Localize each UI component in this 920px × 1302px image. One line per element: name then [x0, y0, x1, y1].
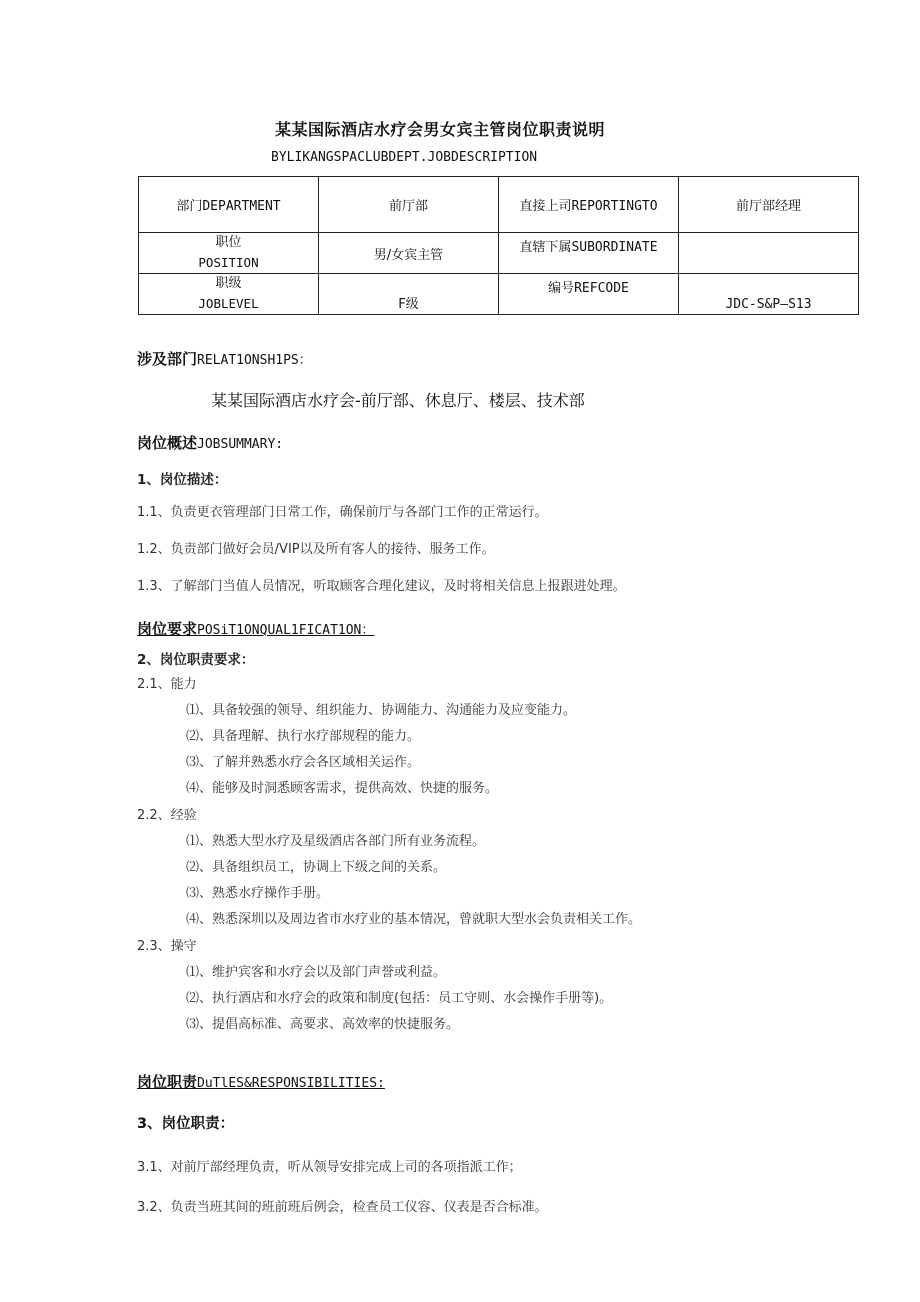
refcode-label: 编号REFCODE: [499, 274, 679, 315]
ability-title: 2.1、能力: [137, 677, 197, 692]
summary-heading-cn: 岗位概述: [137, 434, 198, 452]
table-row: [139, 177, 859, 233]
duties-heading-en: DuTlES&RESPONSIBILITIES:: [197, 1076, 385, 1091]
subordinate-value: [679, 233, 859, 274]
duties-heading: [137, 1071, 385, 1092]
position-label-cn: 职位: [215, 235, 242, 250]
qualification-heading-cn: 岗位要求: [137, 620, 198, 638]
document-subtitle: BYLIKANGSPACLUBDEPT.JOBDESCRIPTION: [271, 150, 538, 165]
summary-subheading: 1、岗位描述：: [137, 472, 228, 488]
list-item: 1.2、负责部门做好会员/VIP以及所有客人的接待、服务工作。: [137, 542, 495, 557]
summary-heading: [137, 432, 283, 453]
qualification-subheading: 2、岗位职责要求：: [137, 652, 255, 668]
list-item: ⑷、能够及时洞悉顾客需求，提供高效、快捷的服务。: [186, 781, 499, 796]
reporting-label: 直接上司REPORTINGTO: [499, 177, 679, 233]
list-item: ⑷、熟悉深圳以及周边省市水疗业的基本情况，曾就职大型水会负责相关工作。: [186, 912, 642, 927]
duties-heading-cn: 岗位职责: [137, 1073, 198, 1091]
list-item: 3.2、负责当班其间的班前班后例会，检查员工仪容、仪表是否合标准。: [137, 1200, 548, 1215]
list-item: ⑴、维护宾客和水疗会以及部门声誉或利益。: [186, 965, 447, 980]
list-item: 1.3、了解部门当值人员情况，听取顾客合理化建议，及时将相关信息上报跟进处理。: [137, 579, 626, 594]
list-item: ⑵、执行酒店和水疗会的政策和制度(包括：员工守则、水会操作手册等)。: [186, 991, 613, 1006]
job-info-table: [138, 176, 859, 315]
document-title: 某某国际酒店水疗会男女宾主管岗位职责说明: [274, 120, 605, 139]
list-item: ⑶、熟悉水疗操作手册。: [186, 886, 330, 901]
table-row: [139, 233, 859, 274]
relationships-text: 某某国际酒店水疗会-前厅部、休息厅、楼层、技术部: [211, 391, 585, 410]
list-item: 1.1、负责更衣管理部门日常工作，确保前厅与各部门工作的正常运行。: [137, 505, 548, 520]
list-item: ⑴、具备较强的领导、组织能力、协调能力、沟通能力及应变能力。: [186, 703, 577, 718]
list-item: ⑶、了解并熟悉水疗会各区域相关运作。: [186, 755, 421, 770]
subordinate-label: 直辖下属SUBORDINATE: [499, 233, 679, 274]
position-label-en: POSITION: [198, 255, 259, 270]
department-label: 部门DEPARTMENT: [139, 177, 319, 233]
list-item: ⑵、具备理解、执行水疗部规程的能力。: [186, 729, 421, 744]
list-item: 3.1、对前厅部经理负责，听从领导安排完成上司的各项指派工作；: [137, 1160, 522, 1175]
qualification-heading-en: POSiT1ONQUAL1FICAT1ON：: [197, 623, 375, 638]
relationships-heading-cn: 涉及部门: [137, 350, 198, 368]
level-label-en: JOBLEVEL: [198, 296, 259, 311]
list-item: ⑶、提倡高标准、高要求、高效率的快捷服务。: [186, 1017, 460, 1032]
summary-heading-en: JOBSUMMARY:: [197, 437, 284, 452]
duties-subheading: 3、岗位职责：: [137, 1116, 235, 1132]
relationships-heading: [137, 348, 312, 369]
level-value: F级: [319, 274, 499, 315]
department-value: 前厅部: [319, 177, 499, 233]
position-value: 男/女宾主管: [319, 233, 499, 274]
table-row: [139, 274, 859, 315]
conduct-title: 2.3、操守: [137, 939, 197, 954]
refcode-value: JDC-S&P—S13: [679, 274, 859, 315]
position-label: [139, 233, 319, 274]
list-item: ⑵、具备组织员工，协调上下级之间的关系。: [186, 860, 447, 875]
level-label: [139, 274, 319, 315]
qualification-heading: [137, 618, 374, 639]
list-item: ⑴、熟悉大型水疗及星级酒店各部门所有业务流程。: [186, 834, 486, 849]
experience-title: 2.2、经验: [137, 808, 197, 823]
reporting-value: 前厅部经理: [679, 177, 859, 233]
relationships-heading-en: RELAT1ONSH1PS：: [197, 353, 312, 368]
level-label-cn: 职级: [215, 276, 242, 291]
